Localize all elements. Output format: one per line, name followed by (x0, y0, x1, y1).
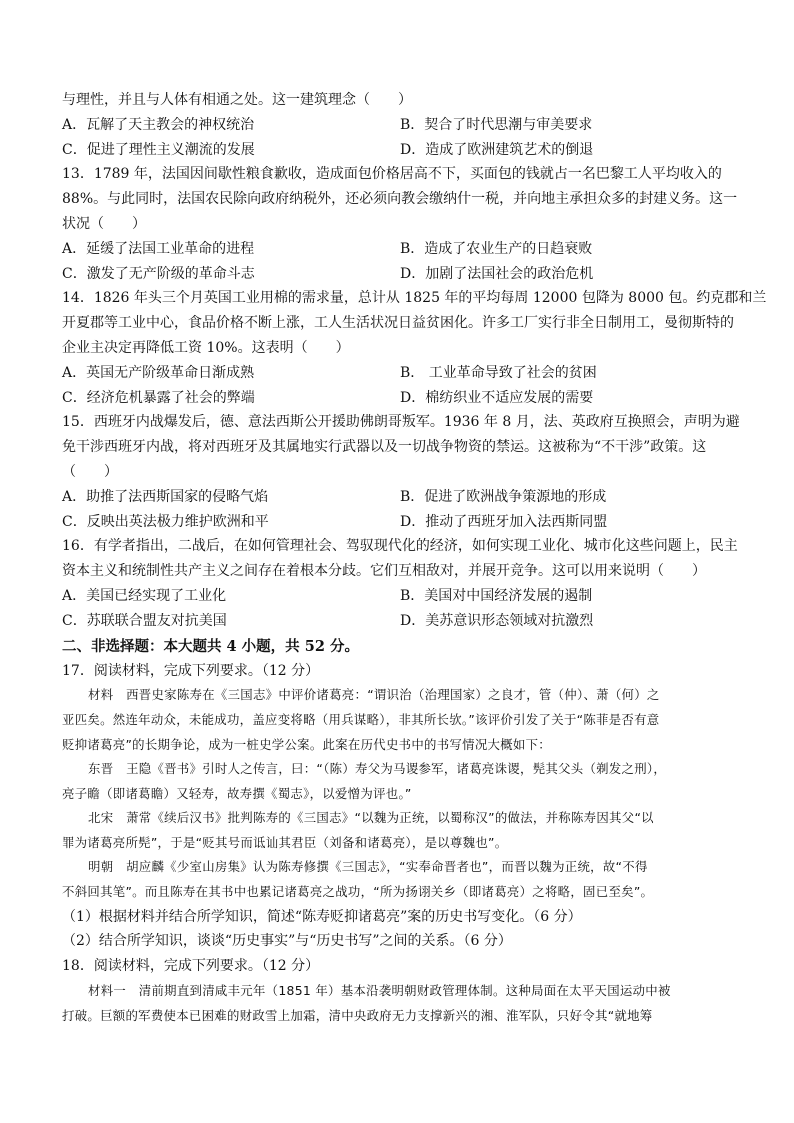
q13-option-a[interactable]: A．延缓了法国工业革命的进程 (62, 240, 255, 257)
q15-stem-2: 免干涉西班牙内战，将对西班牙及其属地实行武器以及一切战争物资的禁运。这被称为“不干涉”政策。这 (62, 439, 707, 456)
q15-option-a[interactable]: A．助推了法西斯国家的侵略气焰 (62, 488, 269, 505)
q16-options-row1 (62, 584, 740, 609)
q14-options-row2 (62, 386, 740, 411)
q14-stem-2: 开夏郡等工业中心，食品价格不断上涨，工人生活状况日益贫困化。许多工厂实行非全日制用工，曼彻斯特的 (62, 315, 734, 332)
q13-stem-1: 13．1789 年，法国因间歇性粮食歉收，造成面包价格居高不下，买面包的钱就占一名巴黎工人平均收入的 (62, 166, 722, 183)
q17-requirement-2: （2）结合所学知识，谈谈“历史事实”与“历史书写”之间的关系。（6 分） (62, 933, 512, 950)
q18-stem: 18．阅读材料，完成下列要求。（12 分） (62, 958, 320, 975)
q17-material-6: 北宋 萧常《续后汉书》批判陈寿的《三国志》“以魏为正统，以蜀称汉”的做法，并称陈寿因其父“以 (88, 810, 654, 826)
q15-options-row1 (62, 485, 740, 510)
q17-material-9: 不斜回其笔”。而且陈寿在其书中也累记诸葛亮之战功，“所为扬诩关乡（即诸葛亮）之将略，固已至矣”。 (62, 884, 654, 900)
q16-option-d[interactable]: D．美苏意识形态领域对抗激烈 (400, 612, 594, 629)
q14-option-a[interactable]: A．英国无产阶级革命日渐成熟 (62, 364, 255, 381)
q17-material-7: 罪为诸葛亮所髡”，于是“贬其号而诋讪其君臣（刘备和诸葛亮），是以尊魏也”。 (62, 834, 508, 850)
q17-stem: 17．阅读材料，完成下列要求。（12 分） (62, 662, 320, 679)
q17-requirement-1: （1）根据材料并结合所学知识，简述“陈寿贬抑诸葛亮”案的历史书写变化。（6 分） (62, 908, 582, 925)
q13-option-c[interactable]: C．激发了无产阶级的革命斗志 (62, 265, 255, 282)
q13-option-b[interactable]: B．造成了农业生产的日趋衰败 (400, 240, 593, 257)
exam-page (62, 88, 767, 1028)
q17-material-2: 亚匹矣。然连年动众，未能成功，盖应变将略（用兵谋略），非其所长欤。”该评价引发了关于“陈菲是否有意 (62, 711, 660, 727)
q18-material-2: 打破。巨额的军费使本已困难的财政雪上加霜，清中央政府无力支撑新兴的湘、淮军队，只好令其“就地筹 (62, 1007, 653, 1023)
q17-material-8: 明朝 胡应麟《少室山房集》认为陈寿修撰《三国志》，“实奉命晋者也”，而晋以魏为正统，故“不得 (88, 859, 648, 875)
q14-option-d[interactable]: D．棉纺织业不适应发展的需要 (400, 389, 594, 406)
q15-options-row2 (62, 510, 740, 535)
section-2-heading: 二、非选择题：本大题共 4 小题，共 52 分。 (62, 637, 359, 655)
q12-option-c[interactable]: C．促进了理性主义潮流的发展 (62, 141, 255, 158)
q12-option-a[interactable]: A．瓦解了天主教会的神权统治 (62, 116, 255, 133)
q17-material-1: 材料 西晋史家陈寿在《三国志》中评价诸葛亮：“谓识治（治理国家）之良才，管（仲）、萧（何）之 (88, 687, 660, 703)
q13-options-row2 (62, 262, 740, 287)
q16-option-b[interactable]: B．美国对中国经济发展的遏制 (400, 587, 593, 604)
q14-stem-3: 企业主决定再降低工资 10%。这表明（ ） (62, 339, 350, 356)
q15-stem-3: （ ） (62, 463, 118, 480)
q13-stem-3: 状况（ ） (62, 215, 146, 232)
q15-stem-1: 15．西班牙内战爆发后，德、意法西斯公开援助佛朗哥叛军。1936 年 8 月，法、英政府互换照会，声明为避 (62, 414, 740, 431)
q12-options-row2 (62, 138, 740, 163)
q14-option-b[interactable]: B． 工业革命导致了社会的贫困 (400, 364, 597, 381)
q15-option-b[interactable]: B．促进了欧洲战争策源地的形成 (400, 488, 607, 505)
q15-option-d[interactable]: D．推动了西班牙加入法西斯同盟 (400, 513, 608, 530)
q12-option-b[interactable]: B．契合了时代思潮与审美要求 (400, 116, 593, 133)
q14-option-c[interactable]: C．经济危机暴露了社会的弊端 (62, 389, 255, 406)
q13-options-row1 (62, 237, 740, 262)
q13-option-d[interactable]: D．加剧了法国社会的政治危机 (400, 265, 594, 282)
q12-options-row1 (62, 113, 740, 138)
q15-option-c[interactable]: C．反映出英法极力维护欧洲和平 (62, 513, 269, 530)
q16-option-a[interactable]: A．美国已经实现了工业化 (62, 587, 227, 604)
q16-stem-1: 16．有学者指出，二战后，在如何管理社会、驾驭现代化的经济，如何实现工业化、城市化这些问题上，民主 (62, 538, 738, 555)
q16-option-c[interactable]: C．苏联联合盟友对抗美国 (62, 612, 227, 629)
q12-option-d[interactable]: D．造成了欧洲建筑艺术的倒退 (400, 141, 594, 158)
q16-stem-2: 资本主义和统制性共产主义之间存在着根本分歧。它们互相敌对，并展开竞争。这可以用来说明（ ） (62, 563, 706, 580)
q14-options-row1 (62, 361, 740, 386)
q13-stem-2: 88%。与此同时，法国农民除向政府纳税外，还必须向教会缴纳什一税，并向地主承担众多的封建义务。这一 (62, 191, 738, 208)
q16-options-row2 (62, 609, 740, 634)
q12-stem-end: 与理性，并且与人体有相通之处。这一建筑理念（ ） (62, 92, 412, 108)
q17-material-3: 贬抑诸葛亮”的长期争论，成为一桩史学公案。此案在历代史书中的书写情况大概如下： (62, 736, 551, 752)
q18-material-1: 材料一 清前期直到清咸丰元年（1851 年）基本沿袭明朝财政管理体制。这种局面在太平天国运动中被 (88, 983, 671, 999)
q17-material-5: 亮子瞻（即诸葛瞻）又轻寿，故寿撰《蜀志》，以爱憎为评也。” (62, 785, 412, 801)
q17-material-4: 东晋 王隐《晋书》引时人之传言，曰：“（陈）寿父为马谡参军，诸葛亮诛谡，髡其父头（剃发之刑）， (88, 761, 667, 777)
q14-stem-1: 14．1826 年头三个月英国工业用棉的需求量，总计从 1825 年的平均每周 12000 包降为 8000 包。约克郡和兰 (62, 290, 767, 307)
